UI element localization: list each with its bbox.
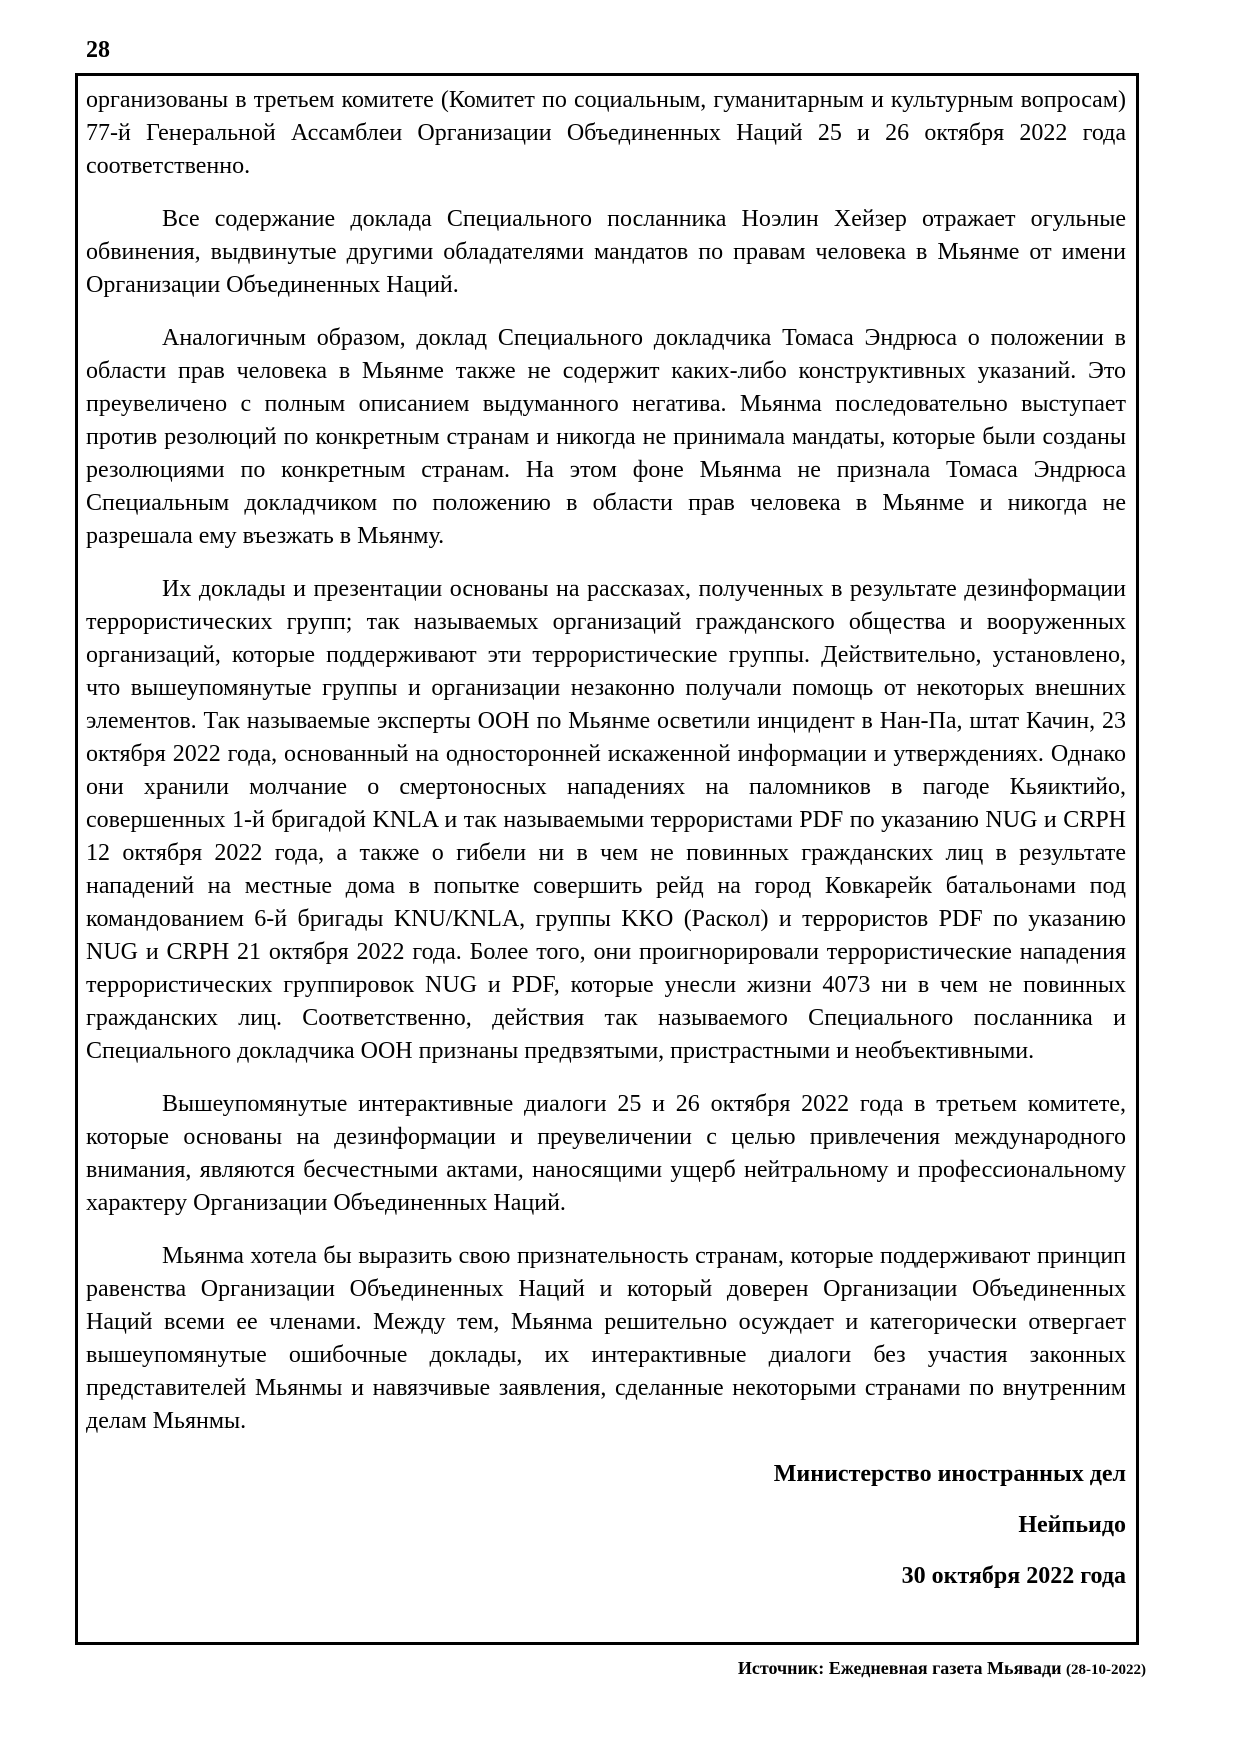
- signature-city: Нейпьидо: [1018, 1512, 1126, 1538]
- paragraph-2: Все содержание доклада Специального посланника Ноэлин Хейзер отражает огульные обвинения, выдвинутые другими обладателями мандатов по правам человека в Мьянме от имени Организации Объединенных Наций.: [86, 206, 1126, 298]
- source-label: Источник: Ежедневная газета Мьявади: [737, 1658, 1062, 1678]
- signature-ministry: Министерство иностранных дел: [773, 1461, 1126, 1487]
- paragraph-5: Вышеупомянутые интерактивные диалоги 25 и 26 октября 2022 года в третьем комитете, которые основаны на дезинформации и преувеличении с целью привлечения международного внимания, являются бесчестными актами, наносящими ущерб нейтральному и профессиональному характеру Организации Объединенных Наций.: [86, 1091, 1126, 1216]
- source-date: (28-10-2022): [1066, 1662, 1146, 1678]
- page-number: 28: [86, 37, 110, 63]
- paragraph-1: организованы в третьем комитете (Комитет по социальным, гуманитарным и культурным вопросам) 77-й Генеральной Ассамблеи Организации Объединенных Наций 25 и 26 октября 2022 года соответственно.: [86, 87, 1126, 179]
- paragraph-3: Аналогичным образом, доклад Специального докладчика Томаса Эндрюса о положении в области прав человека в Мьянме также не содержит каких-либо конструктивных указаний. Это преувеличено с полным описанием выдуманного негатива. Мьянма последовательно выступает против резолюций по конкретным странам и никогда не принимала мандаты, которые были созданы резолюциями по конкретным странам. На этом фоне Мьянма не признала Томаса Эндрюса Специальным докладчиком по положению в области прав человека в Мьянме и никогда не разрешала ему въезжать в Мьянму.: [86, 325, 1126, 549]
- source-line: [738, 1656, 1146, 1682]
- signature-date: 30 октября 2022 года: [901, 1563, 1126, 1589]
- paragraph-6: Мьянма хотела бы выразить свою признательность странам, которые поддерживают принцип равенства Организации Объединенных Наций и который доверен Организации Объединенных Наций всеми ее членами. Между тем, Мьянма решительно осуждает и категорически отвергает вышеупомянутые ошибочные доклады, их интерактивные диалоги без участия законных представителей Мьянмы и навязчивые заявления, сделанные некоторыми странами по внутренним делам Мьянмы.: [86, 1243, 1126, 1434]
- paragraph-4: Их доклады и презентации основаны на рассказах, полученных в результате дезинформации террористических групп; так называемых организаций гражданского общества и вооруженных организаций, которые поддерживают эти террористические группы. Действительно, установлено, что вышеупомянутые группы и организации незаконно получали помощь от некоторых внешних элементов. Так называемые эксперты ООН по Мьянме осветили инцидент в Нан-Па, штат Качин, 23 октября 2022 года, основанный на односторонней искаженной информации и утверждениях. Однако они хранили молчание о смертоносных нападениях на паломников в пагоде Кьяиктийо, совершенных 1-й бригадой KNLA и так называемыми террористами PDF по указанию NUG и CRPH 12 октября 2022 года, а также о гибели ни в чем не повинных гражданских лиц в результате нападений на местные дома в попытке совершить рейд на город Ковкарейк батальонами под командованием 6-й бригады KNU/KNLA, группы KKO (Раскол) и террористов PDF по указанию NUG и CRPH 21 октября 2022 года. Более того, они проигнорировали террористические нападения террористических группировок NUG и PDF, которые унесли жизни 4073 ни в чем не повинных гражданских лиц. Соответственно, действия так называемого Специального посланника и Специального докладчика ООН признаны предвзятыми, пристрастными и необъективными.: [86, 576, 1126, 1064]
- content-frame: [75, 73, 1139, 1645]
